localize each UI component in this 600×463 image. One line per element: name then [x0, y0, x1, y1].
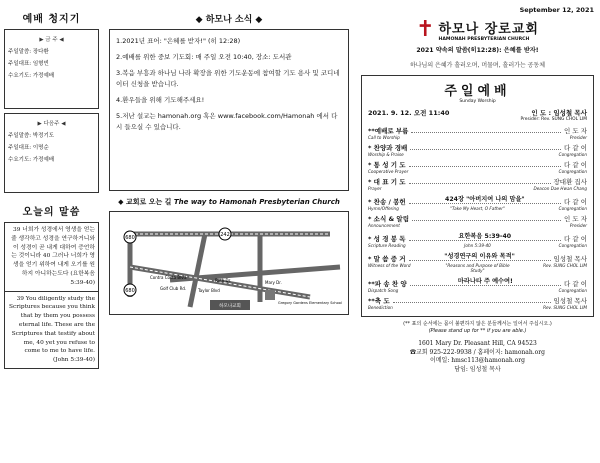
this-week-header: ▶ 금 주 ◀ — [39, 37, 64, 43]
worship-order — [361, 75, 594, 317]
order-item-leader: 인 도 자 — [564, 215, 587, 223]
school-label: Gregory Gardens Elementary School — [278, 301, 342, 305]
order-item-detail-en — [441, 288, 514, 293]
order-item-leader: 임성철 목사 — [553, 255, 587, 263]
highway-680-label: 680 — [125, 235, 135, 241]
order-item-detail: 마라나타 주 예수여! — [410, 276, 561, 286]
order-item-leader-en: Deacon Dae Hwan Chang — [533, 186, 587, 191]
news-item: 4.환우들을 위해 기도해주세요! — [116, 96, 205, 104]
word-title: 오늘의 말씀 — [22, 207, 81, 218]
order-item-detail-en — [441, 223, 514, 228]
order-item-en: Worship & Praise — [368, 152, 404, 157]
order-item-detail: 요한복음 5:39-40 — [409, 231, 561, 241]
logo-korean: 하모나 장로교회 — [438, 22, 539, 37]
order-item-en: Cooperative Prayer — [368, 169, 409, 174]
order-item-detail-en — [441, 135, 514, 140]
order-item-detail — [412, 220, 561, 221]
verse-english: 39 You diligently study the Scriptures because you think that by them you possess eternal life. These are the Scriptures that testify about me, 40 yet you refuse to come to me to have life. (John 5:39-40) — [4, 292, 99, 369]
highway-242-label: 242 — [220, 232, 230, 238]
church-logo — [361, 18, 594, 42]
next-week-row: 주일대표: 이명순 — [8, 145, 49, 151]
order-item-name: **예배로 부름 — [368, 127, 409, 135]
order-item-subtitle — [368, 288, 587, 293]
next-week-row: 수요기도: 가정예배 — [8, 157, 55, 163]
order-item-en: Witness of the Word — [368, 263, 411, 268]
order-item-detail-en: John 5:39-40 — [464, 243, 491, 248]
news-item: 2.예배를 위한 중보 기도회: 매 주일 오전 10:40, 장소: 도서관 — [116, 53, 292, 61]
order-item — [368, 295, 587, 305]
next-week-header: ▶ 다음주 ◀ — [37, 121, 66, 127]
order-item-name: * 성 경 봉 독 — [368, 235, 406, 243]
order-item-detail-en — [441, 305, 514, 310]
order-item-detail — [409, 183, 551, 184]
order-item-subtitle — [368, 135, 587, 140]
order-item-detail-en — [441, 186, 514, 191]
schedule-box — [4, 29, 99, 109]
stand-note-en: (Please stand up for ** if you are able.) — [428, 328, 527, 334]
order-item-leader-en: Rev. SUNG CHOL LIM — [543, 263, 587, 268]
taylor-label: Taylor Blvd — [198, 288, 220, 293]
this-week-row: 수요기도: 가정예배 — [8, 73, 55, 79]
order-item-leader-en: Presider — [569, 135, 587, 140]
order-item-en: Announcement — [368, 223, 400, 228]
schedule-box-next — [4, 113, 99, 193]
news-item: 5.저난 설교는 hamonah.org 혹은 www.facebook.com/Hamonah 에서 다시 들으실 수 있습니다. — [116, 112, 338, 131]
order-item — [368, 142, 587, 152]
order-item-leader-en: Congregation — [558, 152, 587, 157]
news-title: ◆ 하모나 소식 ◆ — [195, 15, 263, 25]
order-item-leader: 다 같 이 — [564, 198, 587, 206]
pastor: 담임: 임성철 목사 — [454, 365, 501, 373]
mary-label: Mary Dr. — [265, 280, 282, 285]
order-item-detail: 424장 "아버지여 나의 맘을" — [409, 194, 561, 204]
order-item — [368, 125, 587, 135]
order-item — [368, 250, 587, 263]
news-item: 3.복음 부흥과 하나님 나라 확장을 위한 기도운동에 참여할 기도 용사 및 코디네이터 신청을 받습니다. — [116, 69, 340, 88]
directions-en: The way to Hamonah Presbyterian Church — [173, 198, 340, 206]
order-item-detail-en: "Reasons and Purpose of Bible Study" — [445, 263, 510, 273]
order-item-detail — [411, 132, 561, 133]
order-item-subtitle — [368, 305, 587, 310]
schedule-title: 예배 청지기 — [22, 14, 81, 25]
directions-title: ◆ 교회로 오는 길 The way to Hamonah Presbyterian Church — [118, 198, 340, 206]
news-item: 1.2021년 표어: "은혜를 받자!" (히 12:28) — [116, 37, 241, 45]
church-label: 하모나교회 — [219, 304, 241, 309]
this-week-row: 주일대표: 임형빈 — [8, 61, 49, 67]
order-item-subtitle — [368, 263, 587, 273]
map-drawing — [110, 212, 348, 314]
order-item-leader: 장대환 집사 — [553, 178, 587, 186]
road — [190, 234, 205, 307]
middle-column — [103, 0, 355, 463]
order-item-leader-en: Rev. SUNG CHOL LIM — [543, 305, 587, 310]
left-column — [0, 0, 103, 463]
order-item-subtitle — [368, 186, 587, 191]
order-item-detail-en — [441, 169, 514, 174]
order-item-detail — [410, 149, 561, 150]
next-week-row: 주일말씀: 박정기도 — [8, 133, 55, 139]
order-item-subtitle — [368, 243, 587, 248]
right-column — [355, 0, 600, 463]
order-item-detail — [393, 302, 551, 303]
order-item — [368, 275, 587, 288]
order-item — [368, 176, 587, 186]
order-item-leader: 다 같 이 — [564, 235, 587, 243]
order-items — [368, 125, 587, 310]
order-item — [368, 230, 587, 243]
order-title: 주일예배 — [444, 84, 511, 99]
order-item-detail — [409, 166, 561, 167]
order-subtitle: Sunday Worship — [459, 99, 496, 104]
order-item-leader: 다 같 이 — [564, 280, 587, 288]
news-list — [109, 29, 349, 191]
order-item-leader-en: Presider — [569, 223, 587, 228]
order-item-detail: "성경연구의 이유와 목적" — [409, 251, 551, 261]
order-item-subtitle — [368, 206, 587, 211]
logo-english: HAMONAH PRESBYTERIAN CHURCH — [438, 37, 530, 42]
directions-ko: 교회로 오는 길 — [125, 198, 172, 206]
directions-map — [109, 211, 349, 315]
church-motto: 하나님의 은혜가 흘러오며, 머물며, 흘러가는 공동체 — [409, 62, 546, 69]
order-item-leader: 인 도 자 — [564, 127, 587, 135]
order-item-leader: 다 같 이 — [564, 144, 587, 152]
order-item-name: * 말 씀 증 거 — [368, 255, 406, 263]
order-item-name: * 대 표 기 도 — [368, 178, 406, 186]
order-item-en: Scripture Reading — [368, 243, 406, 248]
order-item-name: * 찬송 / 봉헌 — [368, 198, 406, 206]
address: 1601 Mary Dr. Pleasant Hill, CA 94523 — [418, 340, 537, 347]
this-week-row: 주일말씀: 장다환 — [8, 49, 49, 55]
order-item-subtitle — [368, 169, 587, 174]
bulletin-date: September 12, 2021 — [519, 6, 594, 14]
presider-en: Presider: Rev. SUNG CHOL LIM — [520, 117, 587, 122]
order-item-en: Dispatch Song — [368, 288, 399, 293]
stand-note-ko: (** 표의 순서에는 몸이 불편하지 않은 분들께서는 일어서 주십시오.) — [403, 321, 552, 327]
golf-club-label: Golf Club Rd. — [160, 286, 187, 291]
service-time: 2021. 9. 12. 오전 11:40 — [368, 109, 450, 117]
school-marker — [265, 290, 275, 300]
year-theme: 2021 약속의 말씀(히12:28): 은혜를 받자! — [416, 47, 539, 54]
contra-costa-label: Contra Costa Blvd. — [150, 275, 188, 280]
email: 이메일: hmsc113@hamonah.org — [429, 357, 526, 364]
order-item — [368, 213, 587, 223]
verse-korean: 39 너희가 성경에서 영생을 얻는 줄 생각하고 성경을 연구하거니와 이 성경이 곧 내게 대하여 증언하는 것이니라 40 그러나 너희가 영생을 얻기 위하여 내게 오기를 원하지 아니하는도다 (요한복음 5:39-40) — [4, 222, 99, 292]
order-item-name: **파 송 찬 양 — [368, 280, 407, 288]
highway-680-label: 680 — [125, 288, 135, 294]
order-item-leader-en: Congregation — [558, 169, 587, 174]
order-item-leader: 다 같 이 — [564, 161, 587, 169]
order-item-subtitle — [368, 223, 587, 228]
order-item-name: * 찬양과 경배 — [368, 144, 408, 152]
order-item-name: **축 도 — [368, 297, 390, 305]
church-address-block — [361, 340, 594, 374]
order-item-name: * 소식 & 알림 — [368, 215, 409, 223]
order-item-leader-en: Congregation — [558, 243, 587, 248]
order-item-en: Call to Worship — [368, 135, 400, 140]
order-item — [368, 159, 587, 169]
order-item-leader-en: Congregation — [558, 288, 587, 293]
order-item-name: * 통 성 기 도 — [368, 161, 406, 169]
order-item-leader-en: Congregation — [558, 206, 587, 211]
phone: ☎교회 925-222-9938 / 홈페이지: hamonah.org — [410, 348, 545, 356]
order-item-detail-en — [441, 152, 514, 157]
order-item-subtitle — [368, 152, 587, 157]
order-item-en: Hymn/Offering — [368, 206, 399, 211]
order-item-en: Prayer — [368, 186, 382, 191]
order-item — [368, 193, 587, 206]
order-item-detail-en: "Take My Heart, O Father" — [450, 206, 505, 211]
presider: 인 도 : 임성철 목사 — [531, 109, 587, 117]
order-item-en: Benediction — [368, 305, 393, 310]
ruth-label: Ruth Dr. — [215, 278, 232, 283]
cross-icon: ✝ — [416, 17, 435, 42]
order-item-leader: 임성철 목사 — [553, 297, 587, 305]
